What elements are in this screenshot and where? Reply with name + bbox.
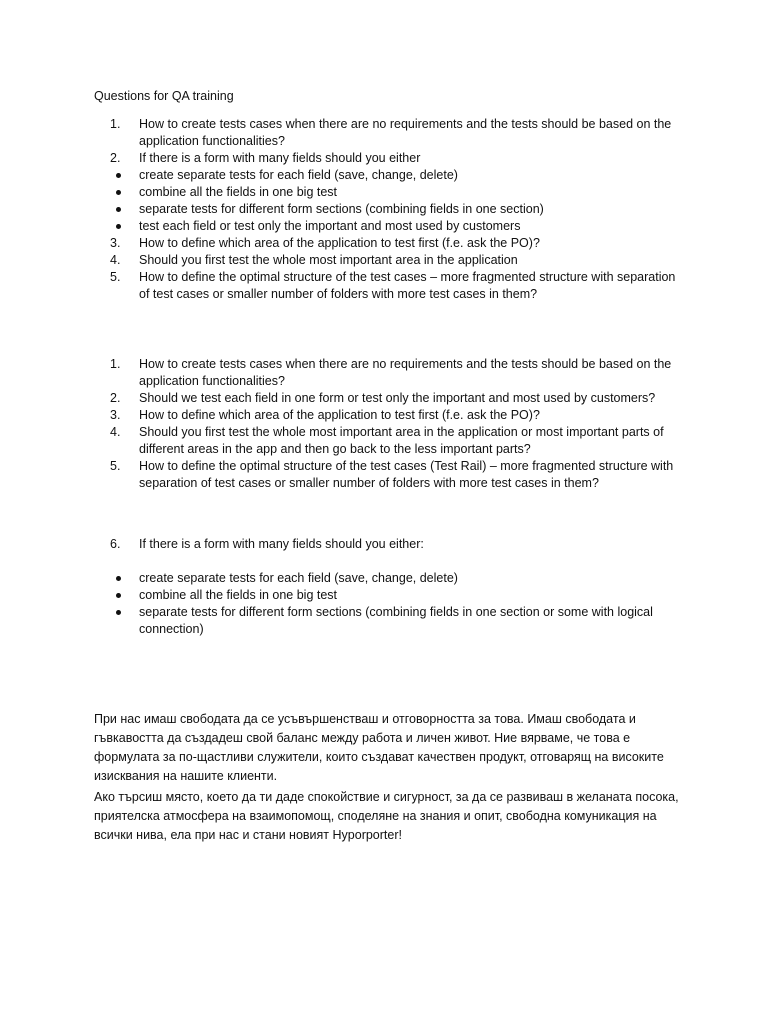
list-item: [0, 184, 768, 201]
list-item: [0, 458, 768, 492]
list-item-text: How to create tests cases when there are no requirements and the tests should be based on the application functionalities?: [139, 117, 672, 148]
list-item-text: How to define which area of the application to test first (f.e. ask the PO)?: [139, 236, 540, 250]
list-item: [0, 269, 768, 303]
list-number: 4.: [110, 253, 121, 267]
list-number: 5.: [110, 270, 121, 284]
list-item-text: How to create tests cases when there are no requirements and the tests should be based on the application functionalities?: [139, 357, 672, 388]
list-item: [0, 116, 768, 150]
list-number: 3.: [110, 236, 121, 250]
list-item: [0, 218, 768, 235]
list-item-text: test each field or test only the important and most used by customers: [139, 219, 521, 233]
question-list-d: [0, 570, 768, 638]
list-item: [0, 570, 768, 587]
list-item: [0, 390, 768, 407]
list-number: 1.: [110, 357, 121, 371]
list-number: 5.: [110, 459, 121, 473]
list-item-text: Should we test each field in one form or test only the important and most used by customers?: [139, 391, 656, 405]
list-number: 4.: [110, 425, 121, 439]
list-item-text: separate tests for different form sections (combining fields in one section): [139, 202, 544, 216]
list-item-text: How to define the optimal structure of the test cases (Test Rail) – more fragmented structure with separation of test cases or smaller number of folders with more test cases in them?: [139, 459, 674, 490]
bullet-icon: [116, 190, 121, 195]
list-item: [0, 201, 768, 218]
page-title: Questions for QA training: [94, 89, 234, 103]
bullet-icon: [116, 610, 121, 615]
list-number: 6.: [110, 537, 121, 551]
list-item: [0, 424, 768, 458]
list-item-text: create separate tests for each field (save, change, delete): [139, 571, 458, 585]
bullet-icon: [116, 224, 121, 229]
list-item-text: combine all the fields in one big test: [139, 185, 338, 199]
list-item: [0, 167, 768, 184]
list-number: 3.: [110, 408, 121, 422]
list-item-text: Should you first test the whole most important area in the application: [139, 253, 518, 267]
bullet-icon: [116, 207, 121, 212]
list-item-text: How to define which area of the application to test first (f.e. ask the PO)?: [139, 408, 540, 422]
list-item: [0, 604, 768, 638]
bullet-icon: [116, 593, 121, 598]
list-item: [0, 587, 768, 604]
list-item-text: create separate tests for each field (save, change, delete): [139, 168, 458, 182]
question-list-a: [0, 116, 768, 303]
list-item: [0, 150, 768, 167]
list-item: [0, 235, 768, 252]
list-number: 1.: [110, 117, 121, 131]
list-number: 2.: [110, 391, 121, 405]
paragraph-freedom: При нас имаш свободата да се усъвършенстваш и отговорността за това. Имаш свободата и гъвкавостта да създадеш свой баланс между работа и личен живот. Ние вярваме, че това е формулата за по-щастливи служители, които създават качествен продукт, отговарящ на високите изисквания на нашите клиенти.: [94, 712, 664, 783]
bullet-icon: [116, 576, 121, 581]
list-item: [0, 407, 768, 424]
bullet-icon: [116, 173, 121, 178]
paragraph-invitation: Ако търсиш място, което да ти даде спокойствие и сигурност, за да се развиваш в желаната посока, приятелска атмосфера на взаимопомощ, споделяне на знания и опит, свободна комуникация на всички нива, ела при нас и стани новият Hyporporter!: [94, 790, 679, 842]
list-item: [0, 252, 768, 269]
list-item-text: If there is a form with many fields should you either:: [139, 537, 424, 551]
list-item-text: separate tests for different form sections (combining fields in one section or some with logical connection): [139, 605, 653, 636]
list-item: [0, 536, 768, 553]
list-number: 2.: [110, 151, 121, 165]
list-item-text: combine all the fields in one big test: [139, 588, 338, 602]
question-list-b: [0, 356, 768, 492]
list-item-text: Should you first test the whole most important area in the application or most important parts of different areas in the app and then go back to the less important parts?: [139, 425, 664, 456]
question-list-c: [0, 536, 768, 553]
list-item-text: How to define the optimal structure of the test cases – more fragmented structure with separation of test cases or smaller number of folders with more test cases in them?: [139, 270, 676, 301]
list-item: [0, 356, 768, 390]
list-item-text: If there is a form with many fields should you either: [139, 151, 421, 165]
